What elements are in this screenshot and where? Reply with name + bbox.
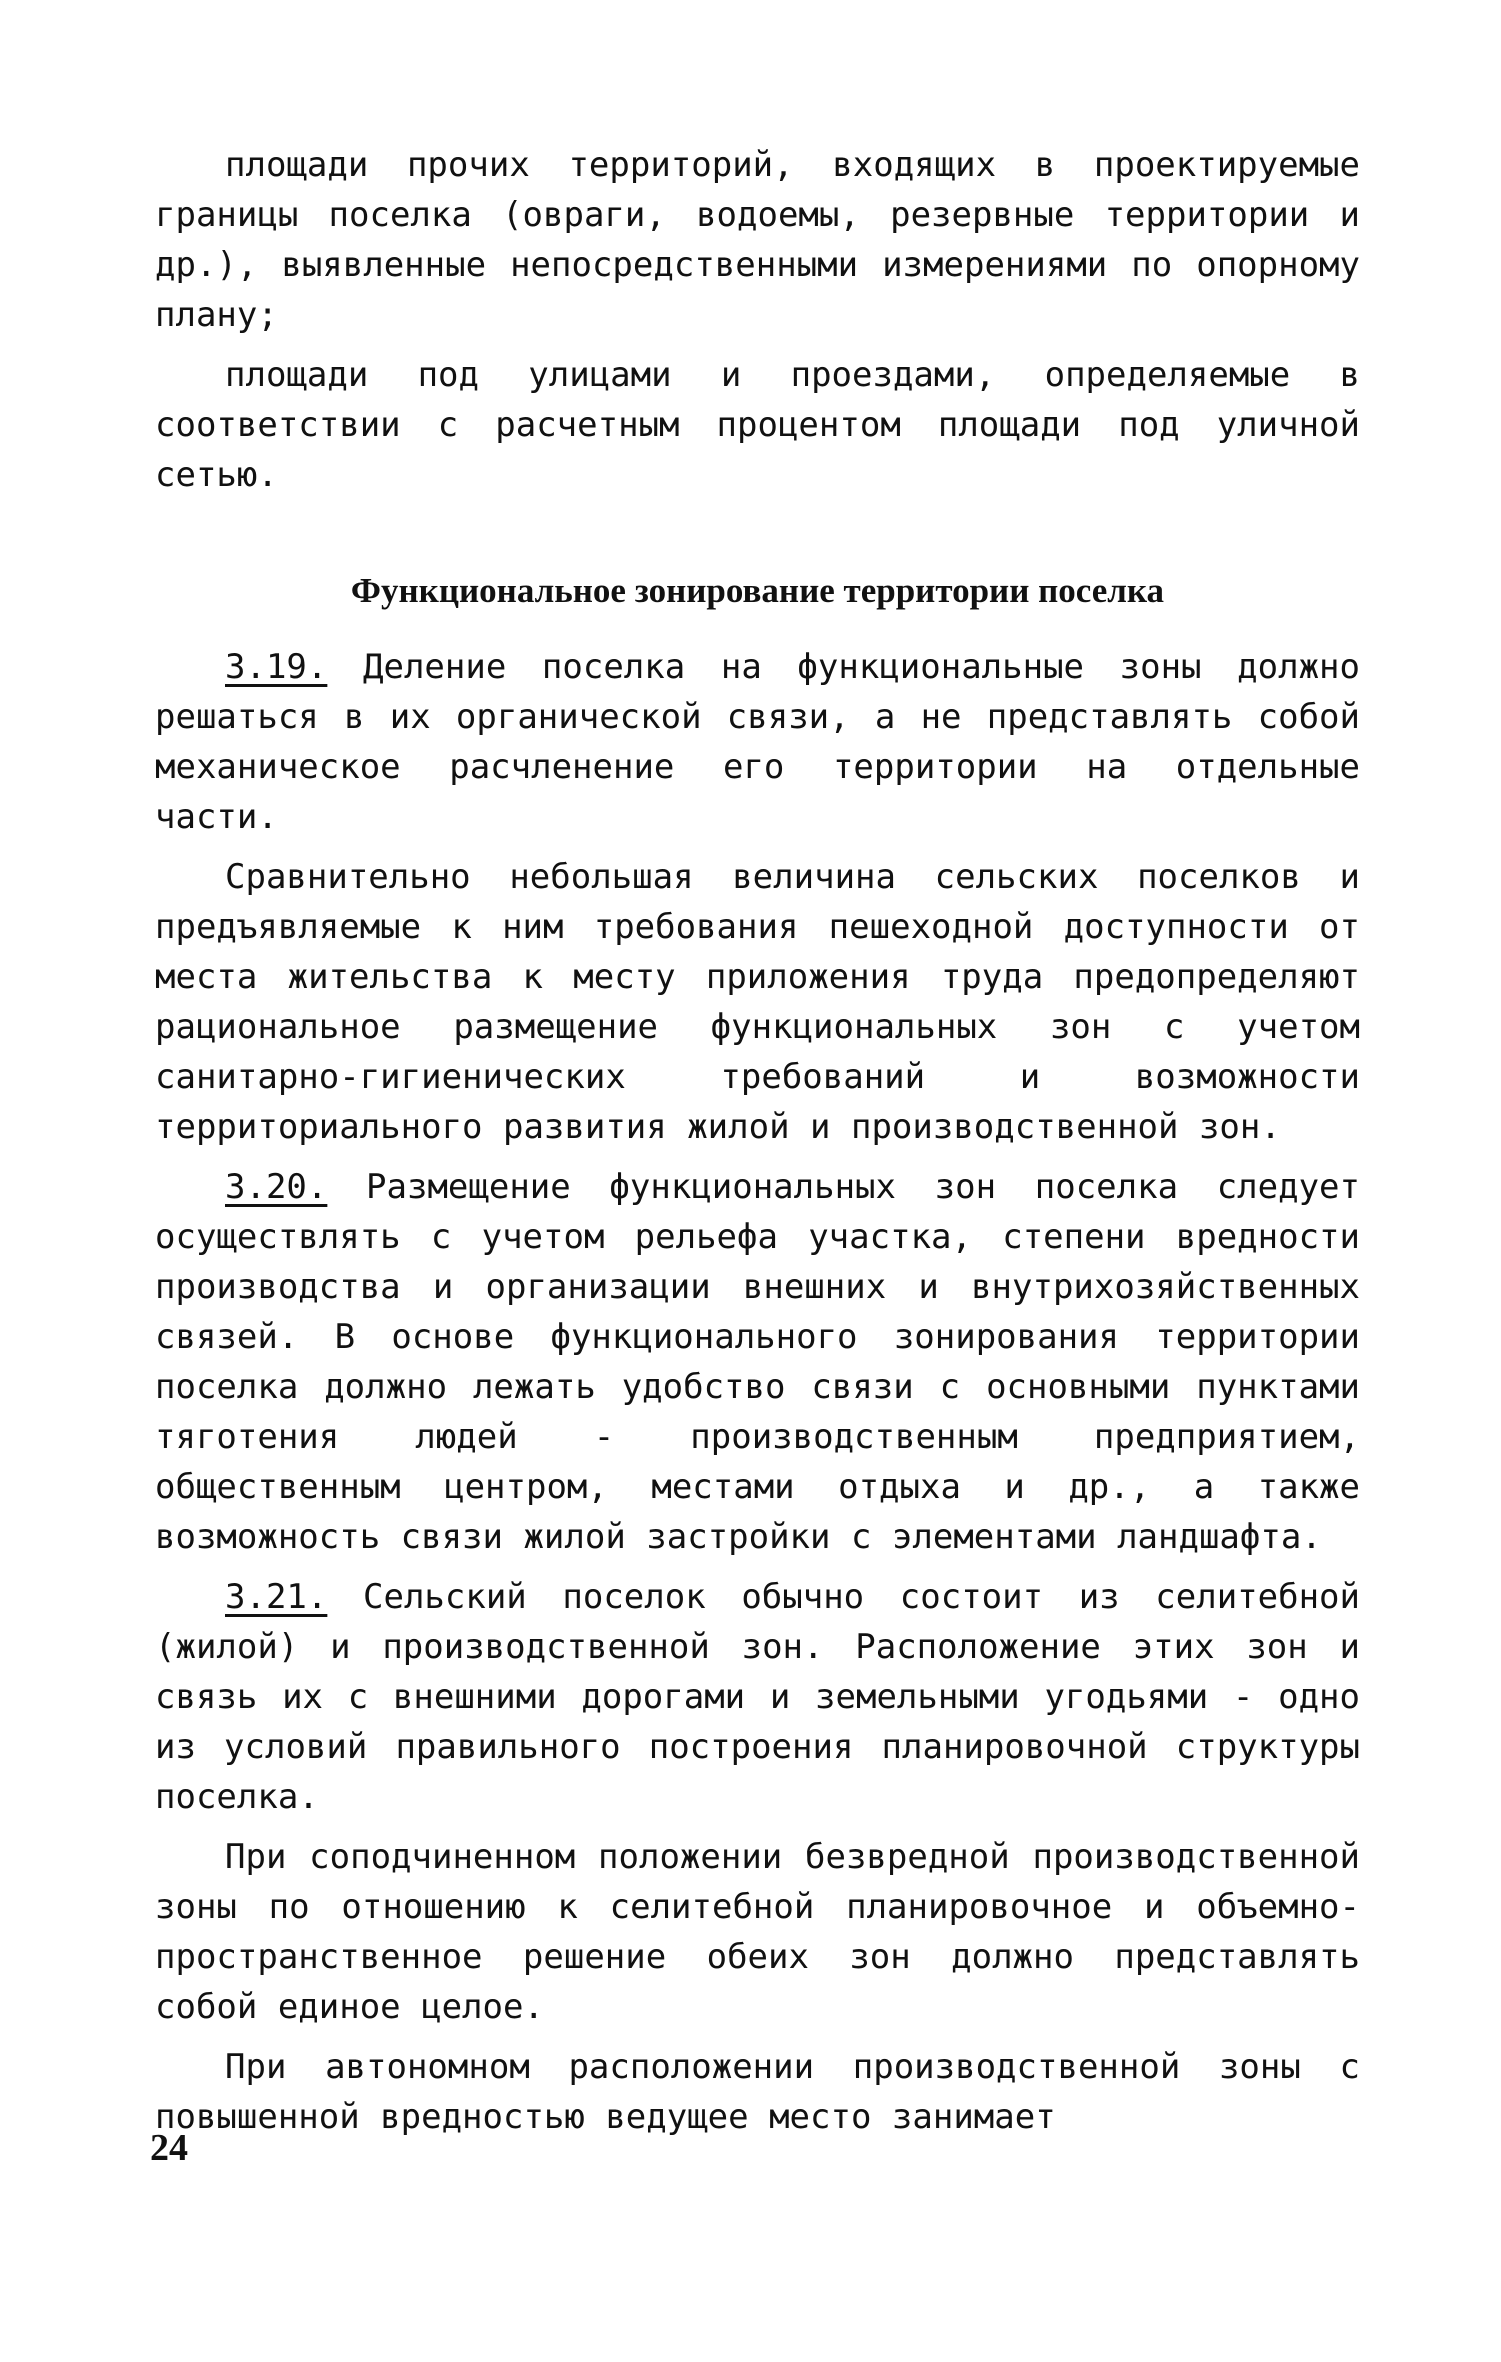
paragraph-street-areas: площади под улицами и проездами, определяемые в соответствии с расчетным процентом площади под уличной сетью.	[155, 355, 1360, 495]
clause-number: 3.19.	[225, 647, 328, 687]
clause-3-21	[155, 1572, 1360, 1822]
clause-3-19	[155, 642, 1360, 842]
clause-number: 3.20.	[225, 1167, 328, 1207]
clause-text: Деление поселка на функциональные зоны должно решаться в их органической связи, а не представлять собой механическое расчленение его территории на отдельные части.	[155, 647, 1360, 837]
clause-number: 3.21.	[225, 1577, 328, 1617]
paragraph-other-territories: площади прочих территорий, входящих в проектируемые границы поселка (овраги, водоемы, резервные территории и др.), выявленные непосредственными измерениями по опорному плану;	[155, 145, 1360, 335]
page-number: 24	[150, 2127, 188, 2169]
clause-text: Размещение функциональных зон поселка следует осуществлять с учетом рельефа участка, степени вредности производства и организации внешних и внутрихозяйственных связей. В основе функционального зонирования территории поселка должно лежать удобство связи с основными пунктами тяготения людей - производственным предприятием, общественным центром, местами отдыха и др., а также возможность связи жилой застройки с элементами ландшафта.	[155, 1167, 1360, 1557]
clause-text: Сельский поселок обычно состоит из селитебной (жилой) и производственной зон. Расположение этих зон и связь их с внешними дорогами и земельными угодьями - одно из условий правильного построения планировочной структуры поселка.	[155, 1577, 1360, 1817]
paragraph-autonomous-zone: При автономном расположении производственной зоны с повышенной вредностью ведущее место занимает	[155, 2047, 1360, 2137]
paragraph-zoning-rationale: Сравнительно небольшая величина сельских поселков и предъявляемые к ним требования пешеходной доступности от места жительства к месту приложения труда предопределяют рациональное размещение функциональных зон с учетом санитарно-гигиенических требований и возможности территориального развития жилой и производственной зон.	[155, 857, 1360, 1147]
page-body	[155, 140, 1360, 2142]
paragraph-subordinate-zone: При соподчиненном положении безвредной производственной зоны по отношению к селитебной планировочное и объемно-пространственное решение обеих зон должно представлять собой единое целое.	[155, 1837, 1360, 2027]
section-heading: Функциональное зонирование территории поселка	[350, 571, 1165, 610]
clause-3-20	[155, 1162, 1360, 1562]
